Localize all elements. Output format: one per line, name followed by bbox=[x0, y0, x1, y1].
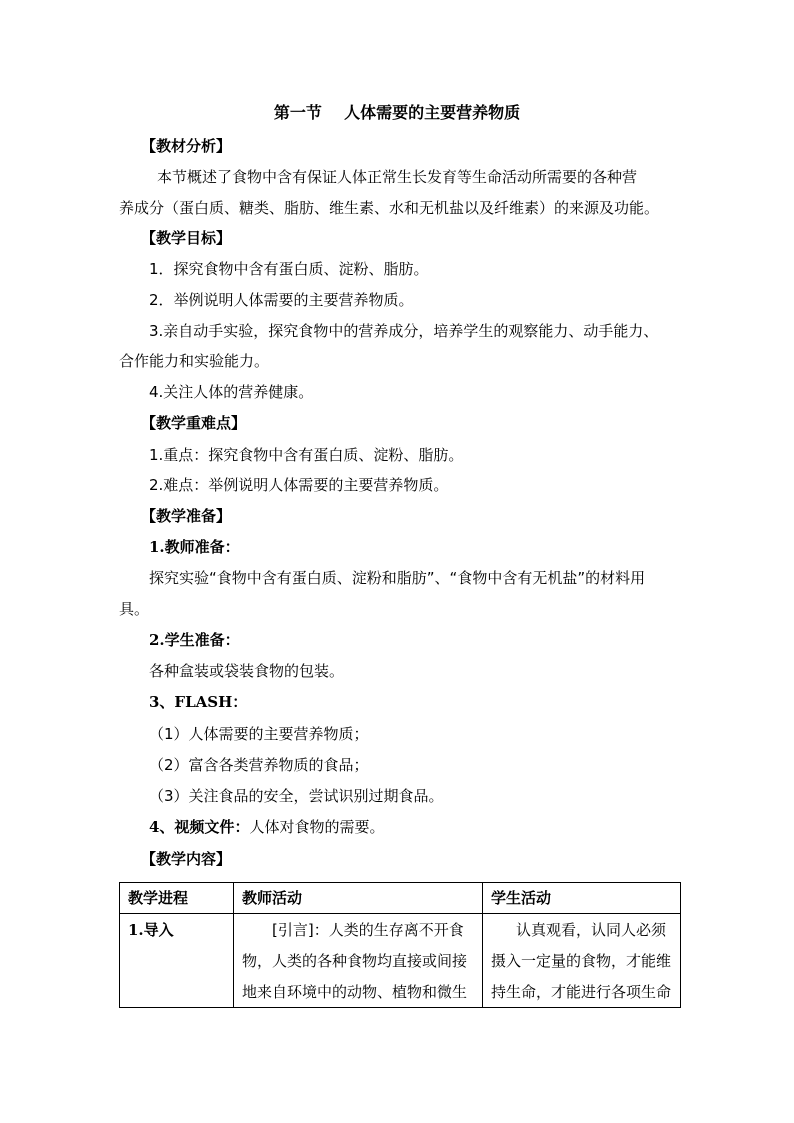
keypoint-2: 2.难点：举例说明人体需要的主要营养物质。 bbox=[149, 476, 449, 494]
header-stage: 教学进程 bbox=[128, 889, 189, 907]
keypoints-heading: 【教学重难点】 bbox=[141, 414, 247, 432]
teacher-activity-line-2: 物，人类的各种食物均直接或间接 bbox=[242, 952, 468, 970]
goal-item-1: 1．探究食物中含有蛋白质、淀粉、脂肪。 bbox=[149, 260, 429, 278]
video-label: 4、视频文件： bbox=[149, 818, 250, 836]
prep-teacher-text-line-2: 具。 bbox=[119, 600, 150, 618]
prep-teacher-text-line-1: 探究实验“食物中含有蛋白质、淀粉和脂肪”、“食物中含有无机盐”的材料用 bbox=[149, 569, 646, 587]
student-activity-line-3: 持生命，才能进行各项生命 bbox=[491, 983, 672, 1001]
flash-label: 3、FLASH： bbox=[149, 693, 248, 711]
teacher-activity-line-1: [引言]：人类的生存离不开食 bbox=[272, 921, 464, 939]
analysis-heading: 【教材分析】 bbox=[141, 137, 232, 155]
goal-item-2: 2．举例说明人体需要的主要营养物质。 bbox=[149, 291, 414, 309]
lesson-table bbox=[119, 882, 681, 1008]
table-divider bbox=[482, 883, 483, 1007]
table-divider bbox=[233, 883, 234, 1007]
row-stage: 1.导入 bbox=[128, 921, 174, 939]
student-activity-line-2: 摄入一定量的食物，才能维 bbox=[491, 952, 672, 970]
teacher-activity-line-3: 地来自环境中的动物、植物和微生 bbox=[242, 983, 468, 1001]
goals-heading: 【教学目标】 bbox=[141, 229, 232, 247]
flash-item-2: （2）富含各类营养物质的食品； bbox=[149, 756, 369, 774]
student-activity-line-1: 认真观看，认同人必须 bbox=[516, 921, 667, 939]
page-title: 第一节 人体需要的主要营养物质 bbox=[273, 103, 521, 122]
header-teacher: 教师活动 bbox=[242, 889, 303, 907]
analysis-paragraph-line-2: 养成分（蛋白质、糖类、脂肪、维生素、水和无机盐以及纤维素）的来源及功能。 bbox=[119, 199, 660, 217]
prep-teacher-label: 1.教师准备： bbox=[149, 538, 240, 556]
content-heading: 【教学内容】 bbox=[141, 850, 232, 868]
analysis-paragraph-line-1: 本节概述了食物中含有保证人体正常生长发育等生命活动所需要的各种营 bbox=[157, 168, 638, 186]
table-divider bbox=[120, 913, 680, 914]
keypoint-1: 1.重点：探究食物中含有蛋白质、淀粉、脂肪。 bbox=[149, 446, 464, 464]
goal-item-3-line-2: 合作能力和实验能力。 bbox=[119, 352, 270, 370]
flash-item-1: （1）人体需要的主要营养物质； bbox=[149, 725, 369, 743]
prep-student-label: 2.学生准备： bbox=[149, 631, 240, 649]
flash-item-3: （3）关注食品的安全，尝试识别过期食品。 bbox=[149, 787, 444, 805]
prep-student-text: 各种盒装或袋装食物的包装。 bbox=[149, 662, 345, 680]
video-text: 人体对食物的需要。 bbox=[249, 818, 385, 836]
header-student: 学生活动 bbox=[491, 889, 552, 907]
goal-item-4: 4.关注人体的营养健康。 bbox=[149, 383, 314, 401]
video-line bbox=[149, 817, 384, 837]
prep-heading: 【教学准备】 bbox=[141, 507, 232, 525]
goal-item-3-line-1: 3.亲自动手实验，探究食物中的营养成分，培养学生的观察能力、动手能力、 bbox=[149, 322, 659, 340]
